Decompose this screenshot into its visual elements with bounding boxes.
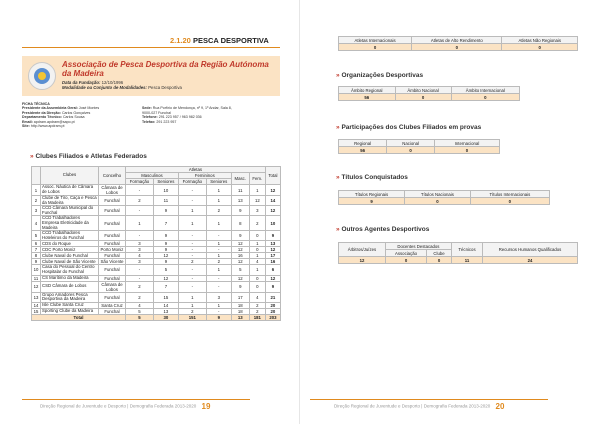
value-cell: 0: [427, 257, 452, 264]
row-number: 1: [32, 185, 41, 196]
ficha-line: Departamento Técnico: Carlos Sousa: [22, 115, 85, 120]
cell-fem: 4: [249, 259, 265, 265]
ficha-left-column: [22, 106, 99, 128]
cell-fs: 1: [206, 241, 231, 247]
cell-total: 14: [265, 196, 280, 206]
col-alto-rendimento: Atletas de Alto Rendimento: [412, 37, 502, 44]
cell-total: 20: [265, 308, 280, 314]
value-cell: 9: [339, 198, 405, 205]
modality-value: Pesca Desportiva: [148, 85, 182, 91]
footer: [334, 402, 504, 411]
club-name: Grupo Amadores Pesca Desportiva da Madeira: [41, 292, 99, 302]
cell-ms: 5: [153, 265, 178, 275]
col-nacional: Nacional: [387, 140, 435, 147]
row-number: 10: [32, 265, 41, 275]
club-concelho: Santa Cruz: [99, 302, 126, 308]
club-concelho: Câmara de Lobos: [99, 185, 126, 196]
total-mf: 5: [126, 314, 154, 320]
value-cell: 56: [339, 147, 387, 154]
club-concelho: Câmara de Lobos: [99, 281, 126, 292]
total-label: Total: [32, 314, 126, 320]
value-cell: 0: [387, 147, 435, 154]
col-concelho: Concelho: [99, 167, 126, 185]
footer-rule: [310, 399, 548, 400]
cell-fem: 0: [249, 231, 265, 241]
cell-mf: 4: [126, 302, 154, 308]
col-internacionais: Atletas Internacionais: [339, 37, 412, 44]
cell-ff: 2: [178, 308, 206, 314]
cell-total: 6: [265, 265, 280, 275]
row-number: 7: [32, 247, 41, 253]
titles-section-title: » Títulos Conquistados: [336, 174, 408, 181]
cell-total: 21: [265, 292, 280, 302]
total-total: 203: [265, 314, 280, 320]
association-meta: [62, 80, 182, 90]
club-name: Isle Clube Santa Cruz: [41, 302, 99, 308]
cell-fs: 1: [206, 302, 231, 308]
cell-mf: 2: [126, 292, 154, 302]
cell-mf: -: [126, 206, 154, 216]
cell-ms: 9: [153, 241, 178, 247]
right-page: [300, 0, 600, 424]
club-name: Clube de Tiro, Caça e Pesca da Madeira: [42, 195, 97, 205]
cell-total: 16: [265, 259, 280, 265]
table-row: [32, 265, 281, 275]
value-cell: 0: [502, 44, 578, 51]
col-arbitros: Árbitros/Juízes: [339, 243, 386, 257]
cell-total: 12: [265, 206, 280, 216]
ficha-right-column: [142, 106, 232, 124]
col-m-seniores: Seniores: [153, 179, 178, 185]
page-number: 20: [495, 402, 505, 411]
col-femininos: Femininos: [178, 173, 231, 179]
club-name: CCD Trabalhadores Hoteleiros do Funchal: [41, 231, 99, 241]
modality-label: Modalidade ou Conjunto de Modalidades:: [62, 85, 147, 91]
club-concelho: Funchal: [99, 196, 126, 206]
clubs-table: [31, 166, 281, 321]
cell-ff: -: [178, 231, 206, 241]
cell-fem: 0: [249, 281, 265, 292]
cell-fs: -: [206, 308, 231, 314]
foundation-date-value: 12/10/1996: [101, 80, 124, 85]
cell-masc: 9: [231, 206, 249, 216]
value-cell: 0: [385, 257, 426, 264]
cell-masc: 18: [231, 302, 249, 308]
col-total: Total: [265, 167, 280, 185]
row-number: 8: [32, 253, 41, 259]
club-concelho: Funchal: [99, 241, 126, 247]
club-name: CDS do Roque: [41, 241, 99, 247]
row-number: 13: [32, 292, 41, 302]
cell-ff: 1: [178, 302, 206, 308]
cell-ff: 1: [178, 216, 206, 231]
cell-fs: -: [206, 275, 231, 281]
cell-mf: 3: [126, 259, 154, 265]
cell-masc: 8: [231, 216, 249, 231]
cell-ff: -: [178, 247, 206, 253]
cell-ff: -: [178, 275, 206, 281]
cell-fem: 0: [249, 275, 265, 281]
cell-fem: 2: [249, 216, 265, 231]
col-tecnicos: Técnicos: [451, 243, 482, 257]
total-ff: 151: [178, 314, 206, 320]
ficha-line: Site: http://www.apdram.pt: [22, 124, 65, 129]
cell-fem: 1: [249, 253, 265, 259]
value-cell: 0: [470, 198, 549, 205]
value-cell: 12: [339, 257, 386, 264]
value-cell: 24: [483, 257, 578, 264]
row-number: 5: [32, 231, 41, 241]
value-cell: 0: [405, 198, 471, 205]
table-row: [32, 281, 281, 292]
cell-mf: 2: [126, 281, 154, 292]
club-concelho: Funchal: [99, 275, 126, 281]
cell-mf: 3: [126, 247, 154, 253]
cell-masc: 18: [231, 308, 249, 314]
col-masculinos: Masculinos: [126, 173, 179, 179]
club-concelho: São Vicente: [100, 259, 124, 265]
ficha-line: Presidente da Direção: Carlos Gonçalves: [22, 110, 91, 115]
club-concelho: Funchal: [99, 216, 126, 231]
cell-ff: 1: [178, 292, 206, 302]
club-name: Clube Naval de São Vicente: [41, 259, 99, 265]
cell-fs: -: [206, 247, 231, 253]
org-section-title: » Organizações Desportivas: [336, 72, 424, 79]
cell-fem: 2: [249, 308, 265, 314]
row-number: 4: [32, 216, 41, 231]
ficha-line: Telefone: 291 223 957 / 963 982 036: [142, 115, 202, 120]
cell-ff: -: [178, 241, 206, 247]
value-cell: 56: [339, 94, 396, 101]
section-title-text: PESCA DESPORTIVA: [192, 36, 269, 45]
title-rule: [22, 47, 280, 48]
cell-ms: 9: [153, 206, 178, 216]
cell-masc: 12: [231, 259, 249, 265]
cell-ms: 13: [153, 308, 178, 314]
cell-mf: -: [126, 185, 154, 196]
cell-fs: 1: [206, 265, 231, 275]
cell-ff: -: [178, 281, 206, 292]
association-header: [22, 56, 280, 96]
club-name: CCD Câmara Municipal do Funchal: [41, 206, 99, 216]
total-ms: 30: [153, 314, 178, 320]
cell-masc: 13: [231, 196, 249, 206]
col-regional: Regional: [339, 140, 387, 147]
col-titulos-internacionais: Títulos Internacionais: [470, 191, 549, 198]
foundation-date-label: Data da Fundação:: [62, 80, 101, 85]
cell-ms: 11: [153, 196, 178, 206]
total-fs: 9: [206, 314, 231, 320]
row-number: 14: [32, 302, 41, 308]
row-number: 6: [32, 241, 41, 247]
cell-mf: 2: [126, 196, 154, 206]
other-agents-table: [338, 242, 578, 264]
cell-total: 12: [265, 275, 280, 281]
col-associacao: Associação: [385, 250, 426, 257]
cell-total: 9: [265, 231, 280, 241]
row-number: 11: [32, 275, 41, 281]
ficha-line: Telefax: 291 223 957: [142, 119, 177, 124]
club-concelho: Funchal: [99, 231, 126, 241]
table-row: [32, 206, 281, 216]
other-agents-section-title: » Outros Agentes Desportivos: [336, 226, 430, 233]
cell-ms: 9: [153, 247, 178, 253]
ficha-tecnica: [22, 102, 280, 129]
cell-fs: 3: [206, 292, 231, 302]
total-row: [32, 314, 281, 320]
section-number: 2.1.20: [170, 36, 191, 45]
col-fem: Fem.: [249, 173, 265, 185]
cell-masc: 12: [231, 241, 249, 247]
col-ambito-nacional: Âmbito Nacional: [395, 87, 451, 94]
cell-fs: 1: [206, 196, 231, 206]
col-docentes: Docentes Destacados: [385, 243, 451, 250]
cell-ff: -: [178, 196, 206, 206]
cell-ff: -: [178, 185, 206, 196]
club-name: Clube Naval do Funchal: [41, 253, 99, 259]
club-name: Casa do Pessoal do Centro Hospitalar do Funchal: [41, 265, 99, 275]
club-concelho: Porto Moniz: [99, 247, 126, 253]
footer: [40, 402, 210, 411]
club-concelho: Funchal: [99, 308, 126, 314]
association-logo-icon: [28, 62, 56, 90]
cell-ms: 9: [153, 231, 178, 241]
club-name: CS Marítimo da Madeira: [41, 275, 99, 281]
athletes-status-table: [338, 36, 578, 51]
value-cell: 0: [434, 147, 499, 154]
row-number: 12: [32, 281, 41, 292]
cell-masc: 12: [231, 275, 249, 281]
row-number: 15: [32, 308, 41, 314]
footer-text: Direção Regional de Juventude e Desporto | Demografia Federada 2013-2020: [40, 403, 197, 409]
cell-total: 20: [265, 302, 280, 308]
cell-masc: 12: [231, 247, 249, 253]
total-masc: 13: [231, 314, 249, 320]
cell-fem: 0: [249, 247, 265, 253]
cell-total: 10: [265, 216, 280, 231]
cell-ff: -: [178, 265, 206, 275]
cell-total: 9: [265, 281, 280, 292]
cell-fem: 4: [249, 292, 265, 302]
col-f-seniores: Seniores: [206, 179, 231, 185]
col-titulos-nacionais: Títulos Nacionais: [405, 191, 471, 198]
cell-fem: 2: [249, 302, 265, 308]
value-cell: 0: [395, 94, 451, 101]
club-concelho: Funchal: [99, 206, 126, 216]
cell-fem: 1: [249, 265, 265, 275]
cell-fs: 1: [206, 253, 231, 259]
col-clube: Clube: [427, 250, 452, 257]
col-m-formacao: Formação: [126, 179, 154, 185]
cell-fs: 1: [206, 216, 231, 231]
ficha-line: Presidente da Assembleia Geral: José Montes: [22, 106, 100, 111]
cell-ms: 10: [153, 185, 178, 196]
cell-fs: 2: [206, 206, 231, 216]
col-ambito-internacional: Âmbito Internacional: [451, 87, 519, 94]
cell-mf: 1: [126, 216, 154, 231]
cell-ms: 12: [153, 275, 178, 281]
total-fem: 181: [249, 314, 265, 320]
cell-ff: 2: [178, 259, 206, 265]
value-cell: 0: [339, 44, 412, 51]
cell-ms: 12: [153, 253, 178, 259]
cell-mf: -: [126, 265, 154, 275]
col-recursos: Recursos Humanos Qualificados: [483, 243, 578, 257]
cell-masc: 9: [231, 231, 249, 241]
cell-ms: 7: [153, 281, 178, 292]
footer-rule: [22, 399, 250, 400]
cell-ms: 9: [153, 259, 178, 265]
club-concelho: Funchal: [99, 253, 126, 259]
club-name: Assoc. Náutica de Câmara de Lobos: [41, 185, 99, 196]
table-row: [32, 216, 281, 231]
table-row: [32, 231, 281, 241]
col-clubes: Clubes: [41, 167, 99, 185]
cell-fem: 3: [249, 206, 265, 216]
titles-table: [338, 190, 550, 205]
ficha-line: Email: apdram.apdram@sapo.pt: [22, 119, 75, 124]
col-ambito-regional: Âmbito Regional: [339, 87, 396, 94]
cell-mf: 3: [126, 241, 154, 247]
col-internacional: Internacional: [434, 140, 499, 147]
ficha-line: 9000-027 Funchal: [142, 110, 171, 115]
club-concelho: Funchal: [99, 292, 126, 302]
table-row: [32, 292, 281, 302]
table-row: [32, 185, 281, 196]
cell-fs: -: [206, 231, 231, 241]
cell-mf: -: [126, 231, 154, 241]
cell-total: 13: [265, 241, 280, 247]
ficha-title: FICHA TÉCNICA: [22, 102, 50, 106]
cell-masc: 5: [231, 265, 249, 275]
cell-fs: 2: [206, 259, 231, 265]
cell-fem: 1: [249, 241, 265, 247]
table-row: [32, 196, 281, 206]
cell-masc: 17: [231, 292, 249, 302]
cell-mf: 5: [126, 308, 154, 314]
club-name: CCD Trabalhadores Empresa Eletricidade da Madeira: [41, 216, 99, 231]
cell-ff: 1: [178, 206, 206, 216]
cell-ms: 14: [153, 302, 178, 308]
cell-ms: 15: [153, 292, 178, 302]
cell-fem: 1: [249, 185, 265, 196]
org-table: [338, 86, 520, 101]
cell-fem: 12: [249, 196, 265, 206]
participation-table: [338, 139, 500, 154]
row-number: 9: [32, 259, 41, 265]
row-number: 2: [32, 196, 41, 206]
footer-text: Direção Regional de Juventude e Desporto | Demografia Federada 2013-2020: [334, 403, 491, 409]
club-name: CDC Porto Moniz: [41, 247, 99, 253]
cell-masc: 9: [231, 281, 249, 292]
col-masc: Masc.: [231, 173, 249, 185]
col-titulos-regionais: Títulos Regionais: [339, 191, 405, 198]
col-f-formacao: Formação: [178, 179, 206, 185]
cell-fs: -: [206, 281, 231, 292]
cell-fs: 1: [206, 185, 231, 196]
club-name: Sporting Clube da Madeira: [41, 308, 99, 314]
cell-total: 12: [265, 247, 280, 253]
club-name: CSD Câmara de Lobos: [41, 281, 99, 292]
clubs-section-title: » Clubes Filiados e Atletas Federados: [30, 153, 147, 160]
value-cell: 0: [451, 94, 519, 101]
cell-ms: 7: [153, 216, 178, 231]
cell-ff: -: [178, 253, 206, 259]
section-title: [170, 36, 269, 45]
cell-total: 12: [265, 185, 280, 196]
col-atletas: Atletas: [126, 167, 266, 173]
row-number: 3: [32, 206, 41, 216]
participation-section-title: » Participações dos Clubes Filiados em provas: [336, 124, 482, 131]
cell-mf: -: [126, 275, 154, 281]
cell-masc: 16: [231, 253, 249, 259]
association-name: Associação de Pesca Desportiva da Região Autónoma da Madeira: [62, 60, 269, 78]
ficha-line: Sede: Rua Porfírio de Mendonça, nº 9, 1º Andar, Sala 8,: [142, 106, 232, 111]
cell-total: 17: [265, 253, 280, 259]
club-concelho: Funchal: [99, 265, 126, 275]
value-cell: 11: [451, 257, 482, 264]
page-number: 19: [201, 402, 211, 411]
cell-mf: 4: [126, 253, 154, 259]
value-cell: 0: [412, 44, 502, 51]
cell-masc: 11: [231, 185, 249, 196]
col-nao-regionais: Atletas Não Regionais: [502, 37, 578, 44]
